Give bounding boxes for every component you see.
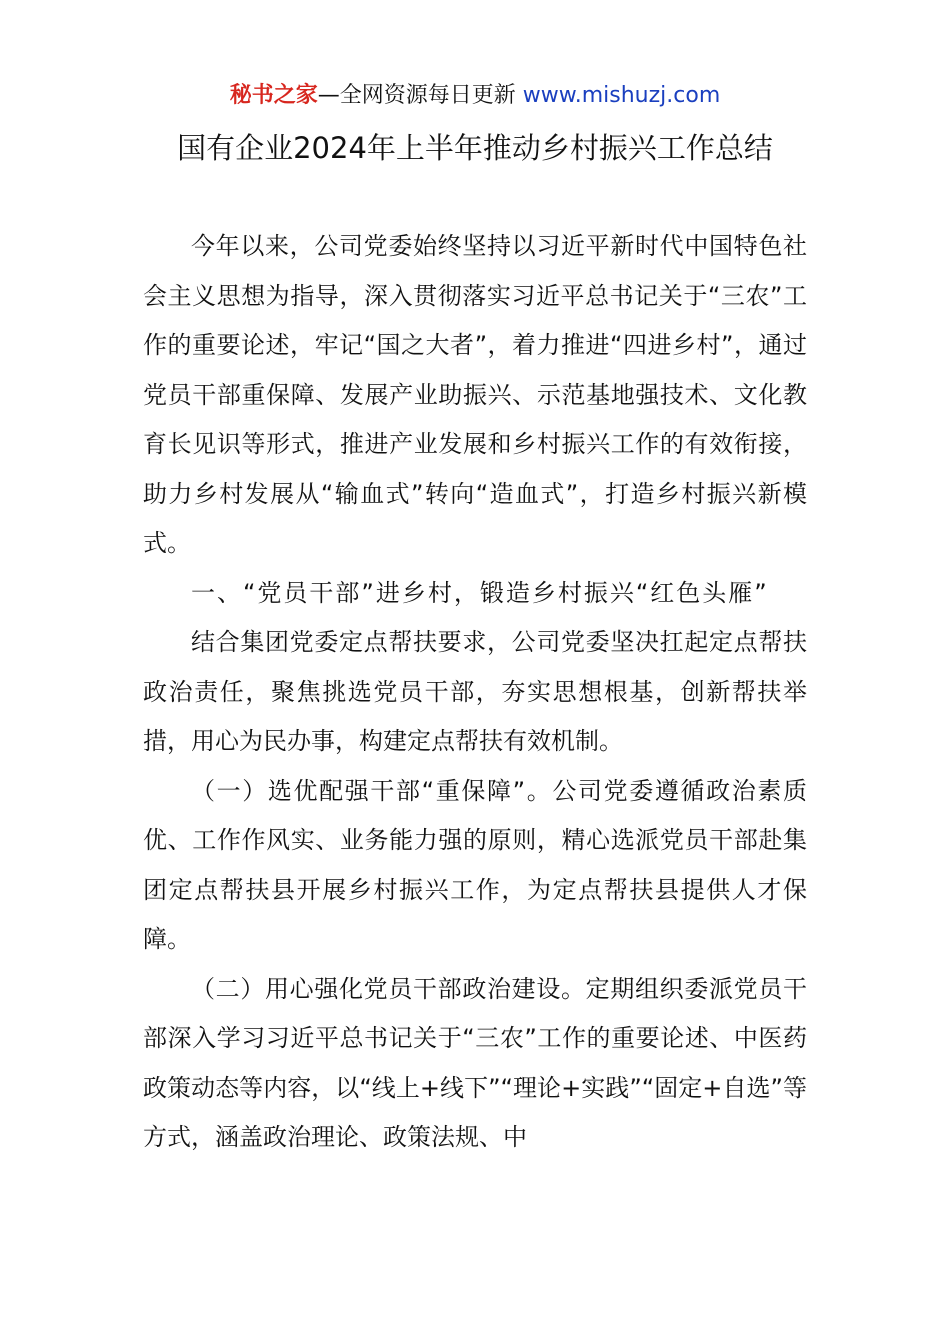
intro-paragraph: 今年以来，公司党委始终坚持以习近平新时代中国特色社会主义思想为指导，深入贯彻落实习近平总书记关于“三农”工作的重要论述，牢记“国之大者”，着力推进“四进乡村”，通过党员干部重保障、发展产业助振兴、示范基地强技术、文化教育长见识等形式，推进产业发展和乡村振兴工作的有效衔接，助力乡村发展从“输血式”转向“造血式”，打造乡村振兴新模式。 [143,232,807,557]
document-body [143,222,807,1163]
document-title: 国有企业2024年上半年推动乡村振兴工作总结 [177,131,773,165]
section-heading-1: 一、“党员干部”进乡村，锻造乡村振兴“红色头雁” [191,578,769,607]
subsection-paragraph-1: （一）选优配强干部“重保障”。公司党委遵循政治素质优、工作作风实、业务能力强的原则，精心选派党员干部赴集团定点帮扶县开展乡村振兴工作，为定点帮扶县提供人才保障。 [143,776,807,953]
banner-tagline: —全网资源每日更新 [317,83,516,108]
brand-name: 秘书之家 [229,83,318,108]
site-banner [0,80,950,112]
subsection-paragraph-2: （二）用心强化党员干部政治建设。定期组织委派党员干部深入学习习近平总书记关于“三农”工作的重要论述、中医药政策动态等内容，以“线上+线下”“理论+实践”“固定+自选”等方式，涵盖政治理论、政策法规、中 [143,974,807,1151]
section-paragraph: 结合集团党委定点帮扶要求，公司党委坚决扛起定点帮扶政治责任，聚焦挑选党员干部，夯实思想根基，创新帮扶举措，用心为民办事，构建定点帮扶有效机制。 [143,628,807,755]
site-url[interactable]: www.mishuzj.com [522,83,721,108]
